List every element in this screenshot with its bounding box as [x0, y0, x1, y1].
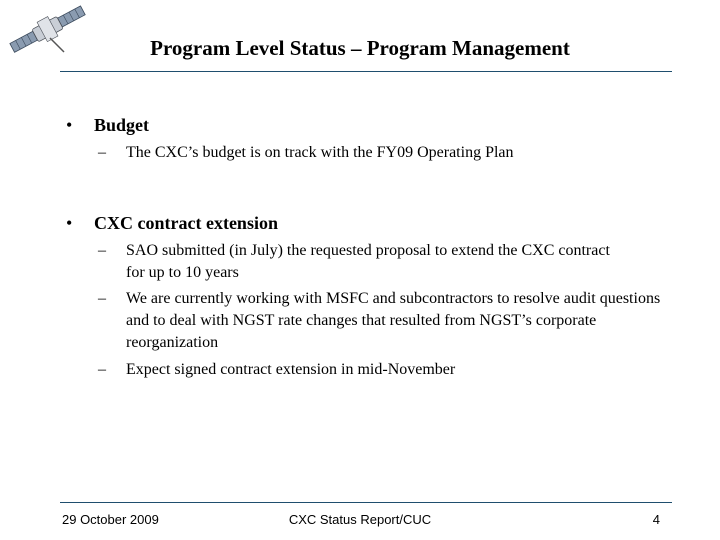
bullet-label: CXC contract extension [94, 213, 278, 233]
footer-date: 29 October 2009 [62, 512, 159, 527]
title-divider [60, 71, 672, 72]
bullet-marker: • [66, 115, 73, 135]
sub-marker: – [98, 144, 106, 161]
sub-marker: – [98, 242, 106, 259]
slide-title: Program Level Status – Program Management [150, 36, 570, 60]
bullet-marker: • [66, 213, 73, 233]
bullet-label: Budget [94, 115, 150, 135]
footer-title: CXC Status Report/CUC [288, 512, 432, 527]
sub-marker: – [98, 361, 106, 378]
page-number: 4 [652, 512, 660, 527]
footer-divider [60, 502, 672, 503]
sub-item-text: We are currently working with MSFC and subcontractors to resolve audit questions and to deal with NGST rate changes that resulted from NGST’s corporate reorganization [126, 290, 661, 351]
sub-item-text: SAO submitted (in July) the requested proposal to extend the CXC contract for up to 10 years [126, 242, 610, 281]
sub-item-text: Expect signed contract extension in mid-November [126, 361, 456, 378]
sub-item-text: The CXC’s budget is on track with the FY09 Operating Plan [126, 144, 514, 161]
sub-marker: – [98, 290, 106, 307]
